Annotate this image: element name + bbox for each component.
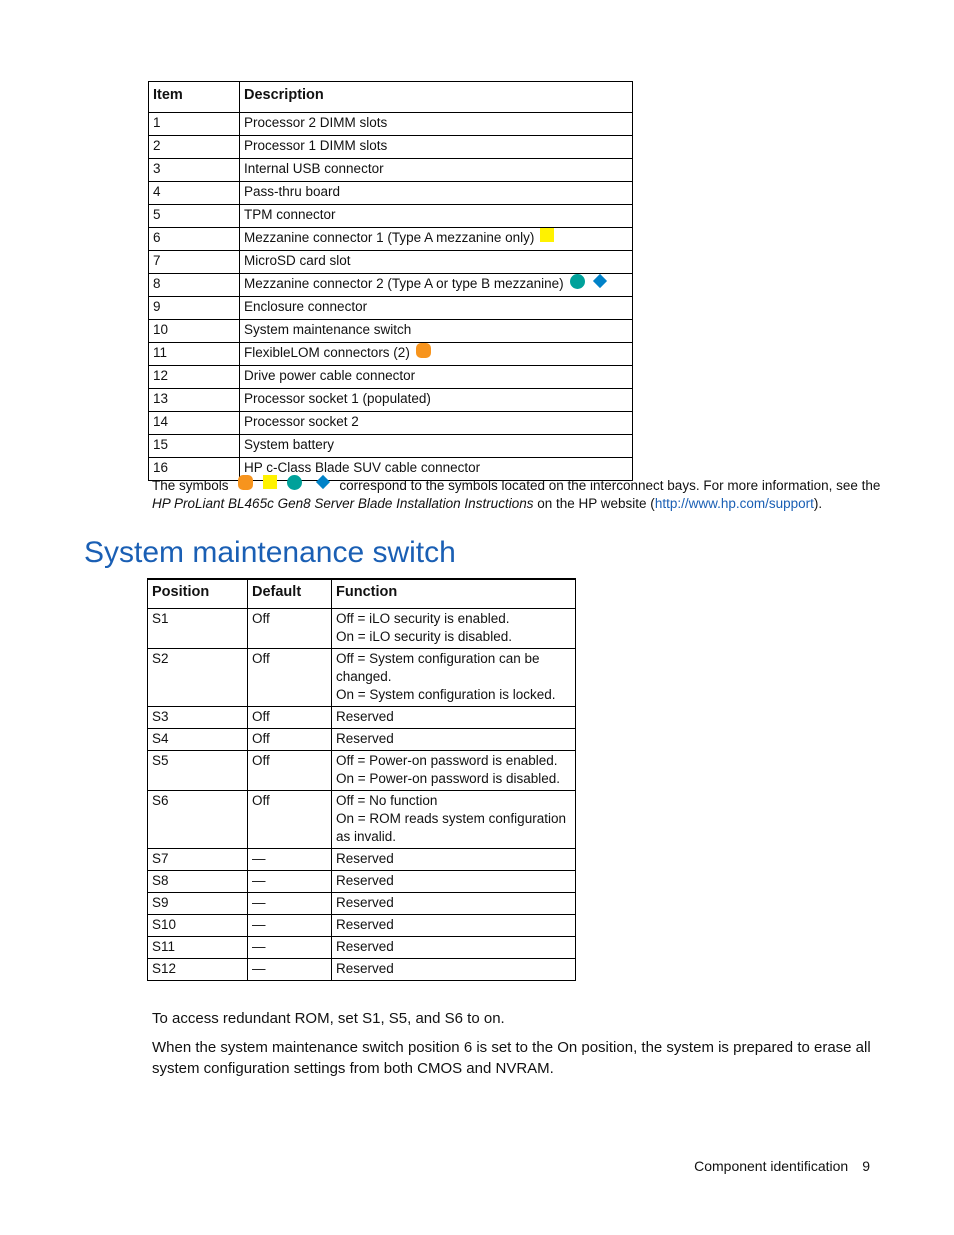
switch-default: Off: [248, 649, 332, 707]
item-number: 14: [149, 412, 240, 435]
item-number: 11: [149, 343, 240, 366]
table-row: [148, 849, 576, 871]
switch-function-cell: [332, 609, 576, 649]
switch-default: —: [248, 915, 332, 937]
switch-function-line: Off = No function: [336, 793, 438, 808]
table-row: [149, 113, 633, 136]
item-description: HP c-Class Blade SUV cable connector: [244, 460, 481, 475]
switch-position: S12: [148, 959, 248, 981]
item-description: TPM connector: [244, 207, 336, 222]
header-item: Item: [149, 82, 240, 113]
switch-function-line: Off = System configuration can be changed.: [336, 651, 540, 684]
switch-function-cell: [332, 849, 576, 871]
switch-body: [148, 609, 576, 981]
item-description-cell: [240, 320, 633, 343]
blue-diamond-icon: [593, 274, 607, 288]
switch-position: S11: [148, 937, 248, 959]
item-description-cell: [240, 343, 633, 366]
switch-function-line: Reserved: [336, 939, 394, 954]
teal-circle-icon: [570, 274, 585, 289]
item-description-cell: [240, 136, 633, 159]
item-description: Enclosure connector: [244, 299, 368, 314]
table-row: [148, 871, 576, 893]
table-row: [149, 297, 633, 320]
item-description: Mezzanine connector 1 (Type A mezzanine only): [244, 230, 535, 245]
item-description-cell: [240, 297, 633, 320]
switch-function-line: Reserved: [336, 895, 394, 910]
table-row: [148, 707, 576, 729]
item-description-cell: [240, 159, 633, 182]
item-description: System maintenance switch: [244, 322, 412, 337]
items-body: [149, 113, 633, 481]
item-description-cell: [240, 228, 633, 251]
switch-function-line: Reserved: [336, 709, 394, 724]
symbols-note-after-title: on the HP website (: [537, 496, 655, 511]
switch-function-line: On = ROM reads system configuration as invalid.: [336, 811, 566, 844]
switch-function-cell: [332, 751, 576, 791]
table-row: [148, 729, 576, 751]
blue-diamond-icon: [316, 475, 330, 489]
redundant-rom-paragraph: To access redundant ROM, set S1, S5, and S6 to on.: [152, 1010, 505, 1027]
item-number: 4: [149, 182, 240, 205]
switch-function-cell: [332, 707, 576, 729]
switch-function-line: Reserved: [336, 851, 394, 866]
table-row: [149, 389, 633, 412]
item-description-cell: [240, 389, 633, 412]
item-number: 7: [149, 251, 240, 274]
switch-function-line: Reserved: [336, 961, 394, 976]
switch-function-line: Reserved: [336, 873, 394, 888]
item-number: 15: [149, 435, 240, 458]
switch-function-line: Off = iLO security is enabled.: [336, 611, 510, 626]
symbols-note-suffix: ).: [813, 496, 823, 511]
switch-function-line: On = Power-on password is disabled.: [336, 771, 560, 786]
switch-function-cell: [332, 937, 576, 959]
header-description: Description: [240, 82, 633, 113]
switch-function-cell: [332, 893, 576, 915]
item-description: Processor socket 2: [244, 414, 359, 429]
item-description-cell: [240, 435, 633, 458]
switch-position: S9: [148, 893, 248, 915]
table-row: [149, 251, 633, 274]
switch-position-6-paragraph: When the system maintenance switch position 6 is set to the On position, the system is prepared to erase all system configuration settings from both CMOS and NVRAM.: [152, 1039, 871, 1077]
installation-guide-title: HP ProLiant BL465c Gen8 Server Blade Installation Instructions: [152, 496, 534, 511]
table-row: [148, 893, 576, 915]
switch-function-cell: [332, 915, 576, 937]
table-row: [149, 320, 633, 343]
switch-function-cell: [332, 871, 576, 893]
switch-function-cell: [332, 649, 576, 707]
switch-default: Off: [248, 729, 332, 751]
table-row: [149, 412, 633, 435]
symbols-note-middle: correspond to the symbols located on the interconnect bays. For more information, see the: [339, 478, 881, 493]
teal-circle-icon: [287, 475, 302, 490]
header-default: Default: [248, 579, 332, 609]
symbols-note-prefix: The symbols: [152, 478, 229, 493]
switch-default: Off: [248, 609, 332, 649]
item-description-cell: [240, 366, 633, 389]
switch-function-line: Off = Power-on password is enabled.: [336, 753, 558, 768]
switch-function-cell: [332, 729, 576, 751]
table-row: [148, 751, 576, 791]
table-row: [148, 609, 576, 649]
switch-position: S1: [148, 609, 248, 649]
table-row: [148, 649, 576, 707]
item-number: 1: [149, 113, 240, 136]
item-number: 9: [149, 297, 240, 320]
header-function: Function: [332, 579, 576, 609]
item-number: 5: [149, 205, 240, 228]
switch-default: —: [248, 937, 332, 959]
item-number: 12: [149, 366, 240, 389]
item-description: Processor 2 DIMM slots: [244, 115, 388, 130]
switch-header-row: [148, 579, 576, 609]
item-description: Internal USB connector: [244, 161, 384, 176]
switch-position: S5: [148, 751, 248, 791]
switch-position: S2: [148, 649, 248, 707]
item-description: Drive power cable connector: [244, 368, 416, 383]
switch-default: Off: [248, 707, 332, 729]
header-position: Position: [148, 579, 248, 609]
item-description: FlexibleLOM connectors (2): [244, 345, 410, 360]
item-description: Processor socket 1 (populated): [244, 391, 431, 406]
switch-table: [147, 578, 576, 981]
switch-function-line: Reserved: [336, 917, 394, 932]
switch-default: —: [248, 849, 332, 871]
table-row: [149, 182, 633, 205]
table-row: [149, 343, 633, 366]
table-row: [149, 159, 633, 182]
orange-octagon-icon: [416, 343, 431, 358]
table-row: [149, 366, 633, 389]
switch-default: —: [248, 871, 332, 893]
switch-function-cell: [332, 959, 576, 981]
switch-function-line: On = System configuration is locked.: [336, 687, 556, 702]
item-number: 10: [149, 320, 240, 343]
page-number: 9: [862, 1158, 870, 1174]
item-number: 13: [149, 389, 240, 412]
table-row: [148, 937, 576, 959]
footer-section-title: Component identification: [694, 1158, 849, 1174]
switch-default: Off: [248, 751, 332, 791]
table-row: [149, 205, 633, 228]
switch-position: S8: [148, 871, 248, 893]
switch-position: S7: [148, 849, 248, 871]
switch-default: —: [248, 893, 332, 915]
item-description: Mezzanine connector 2 (Type A or type B mezzanine): [244, 276, 564, 291]
item-description-cell: [240, 274, 633, 297]
item-description: System battery: [244, 437, 335, 452]
switch-position: S3: [148, 707, 248, 729]
switch-function-line: Reserved: [336, 731, 394, 746]
table-row: [148, 959, 576, 981]
items-table: [148, 81, 633, 481]
switch-function-cell: [332, 791, 576, 849]
section-heading: System maintenance switch: [84, 536, 456, 569]
switch-position: S4: [148, 729, 248, 751]
item-number: 3: [149, 159, 240, 182]
item-description-cell: [240, 412, 633, 435]
yellow-square-icon: [263, 475, 277, 489]
table-row: [149, 435, 633, 458]
item-description: MicroSD card slot: [244, 253, 351, 268]
yellow-square-icon: [540, 228, 554, 242]
items-header-row: [149, 82, 633, 113]
item-description-cell: [240, 113, 633, 136]
item-description: Pass-thru board: [244, 184, 341, 199]
table-row: [149, 136, 633, 159]
item-description: Processor 1 DIMM slots: [244, 138, 388, 153]
item-number: 2: [149, 136, 240, 159]
switch-position: S6: [148, 791, 248, 849]
item-description-cell: [240, 182, 633, 205]
item-description-cell: [240, 251, 633, 274]
symbols-note: [152, 477, 882, 513]
page-footer: [694, 1158, 870, 1174]
item-number: 16: [149, 458, 240, 481]
switch-function-line: On = iLO security is disabled.: [336, 629, 512, 644]
item-number: 6: [149, 228, 240, 251]
switch-default: Off: [248, 791, 332, 849]
item-number: 8: [149, 274, 240, 297]
table-row: [149, 228, 633, 251]
table-row: [149, 274, 633, 297]
table-row: [148, 791, 576, 849]
switch-default: —: [248, 959, 332, 981]
switch-position: S10: [148, 915, 248, 937]
hp-support-link[interactable]: http://www.hp.com/support: [654, 496, 814, 511]
orange-octagon-icon: [238, 475, 253, 490]
table-row: [148, 915, 576, 937]
item-description-cell: [240, 205, 633, 228]
